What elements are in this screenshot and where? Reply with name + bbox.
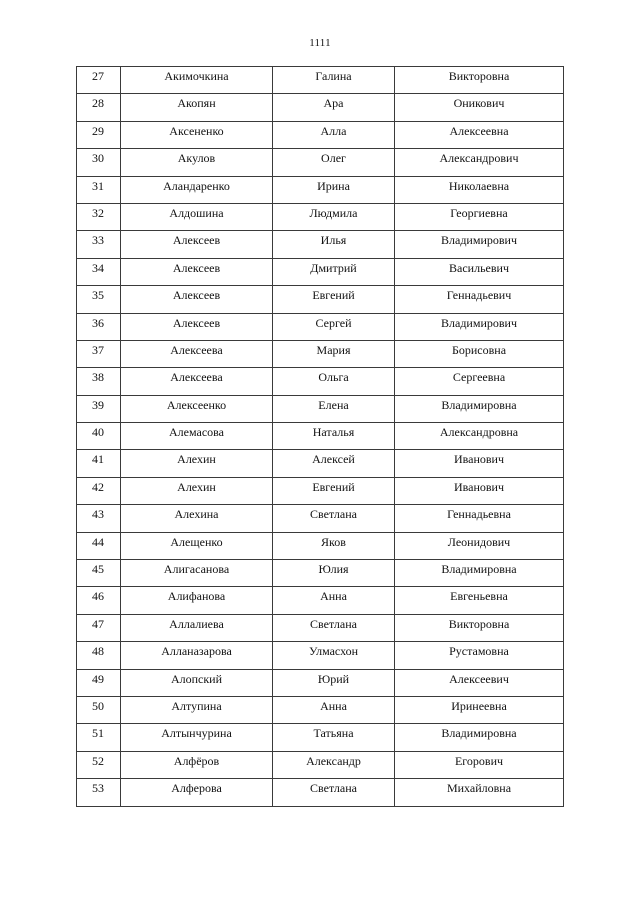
first-name-cell-text: Елена: [318, 397, 349, 412]
patronymic-cell-text: Иванович: [453, 452, 505, 467]
row-number-cell: [77, 751, 121, 778]
row-number-cell: [77, 696, 121, 723]
last-name-cell: [121, 203, 273, 230]
row-number-cell-text: 45: [92, 562, 104, 577]
patronymic-cell-text: Владимировна: [441, 397, 517, 412]
patronymic-cell: [395, 751, 564, 778]
table-row: [77, 368, 564, 395]
row-number-cell-text: 40: [92, 425, 104, 440]
patronymic-cell: [395, 67, 564, 94]
row-number-cell-text: 30: [92, 151, 104, 166]
last-name-cell: [121, 477, 273, 504]
patronymic-cell-text: Алексеевич: [449, 671, 509, 686]
patronymic-cell-text: Борисовна: [451, 342, 507, 357]
last-name-cell-text: Аксененко: [169, 123, 224, 138]
first-name-cell: [273, 395, 395, 422]
row-number-cell-text: 28: [92, 96, 104, 111]
table-row: [77, 176, 564, 203]
first-name-cell-text: Сергей: [315, 315, 352, 330]
first-name-cell: [273, 258, 395, 285]
first-name-cell-text: Светлана: [310, 781, 357, 796]
last-name-cell: [121, 258, 273, 285]
first-name-cell-text: Ирина: [317, 178, 350, 193]
patronymic-cell: [395, 669, 564, 696]
first-name-cell-text: Светлана: [310, 507, 357, 522]
roster-table-body: [77, 67, 564, 807]
last-name-cell: [121, 176, 273, 203]
first-name-cell: [273, 696, 395, 723]
last-name-cell: [121, 231, 273, 258]
patronymic-cell: [395, 779, 564, 806]
table-row: [77, 642, 564, 669]
last-name-cell: [121, 614, 273, 641]
first-name-cell-text: Евгений: [312, 479, 355, 494]
row-number-cell: [77, 642, 121, 669]
patronymic-cell-text: Геннадьевич: [446, 288, 512, 303]
first-name-cell-text: Яков: [321, 534, 346, 549]
patronymic-cell-text: Егорович: [454, 753, 504, 768]
first-name-cell-text: Улмасхон: [308, 644, 359, 659]
last-name-cell-text: Алфёров: [173, 753, 220, 768]
table-row: [77, 779, 564, 806]
row-number-cell: [77, 724, 121, 751]
first-name-cell-text: Алла: [320, 123, 347, 138]
table-row: [77, 532, 564, 559]
table-row: [77, 696, 564, 723]
table-row: [77, 751, 564, 778]
last-name-cell-text: Алигасанова: [163, 562, 230, 577]
last-name-cell-text: Алексеев: [172, 288, 221, 303]
row-number-cell-text: 37: [92, 342, 104, 357]
last-name-cell-text: Алдошина: [169, 205, 224, 220]
patronymic-cell: [395, 477, 564, 504]
patronymic-cell: [395, 368, 564, 395]
first-name-cell-text: Наталья: [312, 425, 355, 440]
last-name-cell-text: Алексеев: [172, 233, 221, 248]
patronymic-cell: [395, 395, 564, 422]
patronymic-cell-text: Георгиевна: [450, 205, 508, 220]
last-name-cell-text: Алифанова: [167, 589, 226, 604]
patronymic-cell-text: Оникович: [453, 96, 505, 111]
first-name-cell-text: Ольга: [318, 370, 349, 385]
table-row: [77, 560, 564, 587]
first-name-cell: [273, 751, 395, 778]
row-number-cell-text: 35: [92, 288, 104, 303]
table-row: [77, 505, 564, 532]
table-row: [77, 477, 564, 504]
patronymic-cell-text: Евгеньевна: [450, 589, 508, 604]
first-name-cell: [273, 560, 395, 587]
table-row: [77, 423, 564, 450]
patronymic-cell: [395, 231, 564, 258]
patronymic-cell-text: Викторовна: [448, 69, 510, 83]
last-name-cell: [121, 121, 273, 148]
last-name-cell-text: Аллалиева: [169, 616, 224, 631]
last-name-cell-text: Алопский: [170, 671, 223, 686]
last-name-cell-text: Алемасова: [169, 425, 224, 440]
row-number-cell: [77, 94, 121, 121]
row-number-cell-text: 31: [92, 178, 104, 193]
table-row: [77, 450, 564, 477]
table-row: [77, 395, 564, 422]
first-name-cell: [273, 176, 395, 203]
table-row: [77, 669, 564, 696]
first-name-cell: [273, 532, 395, 559]
patronymic-cell: [395, 587, 564, 614]
patronymic-cell: [395, 203, 564, 230]
first-name-cell: [273, 313, 395, 340]
page-number: 1111: [309, 37, 331, 49]
roster-table: [76, 66, 564, 807]
patronymic-cell: [395, 176, 564, 203]
patronymic-cell-text: Сергеевна: [452, 370, 506, 385]
first-name-cell: [273, 340, 395, 367]
first-name-cell-text: Людмила: [309, 205, 358, 220]
first-name-cell: [273, 149, 395, 176]
row-number-cell-text: 50: [92, 698, 104, 713]
table-row: [77, 313, 564, 340]
last-name-cell: [121, 67, 273, 94]
patronymic-cell-text: Иванович: [453, 479, 505, 494]
patronymic-cell: [395, 94, 564, 121]
last-name-cell-text: Акопян: [177, 96, 216, 111]
row-number-cell: [77, 67, 121, 94]
patronymic-cell-text: Васильевич: [449, 260, 509, 275]
first-name-cell-text: Александр: [306, 753, 361, 768]
table-row: [77, 203, 564, 230]
patronymic-cell: [395, 313, 564, 340]
patronymic-cell-text: Владимирович: [441, 315, 517, 330]
row-number-cell-text: 41: [92, 452, 104, 467]
patronymic-cell-text: Михайловна: [446, 781, 512, 796]
last-name-cell-text: Акимочкина: [164, 69, 229, 83]
row-number-cell-text: 46: [92, 589, 104, 604]
first-name-cell-text: Анна: [320, 589, 347, 604]
row-number-cell: [77, 149, 121, 176]
first-name-cell-text: Олег: [321, 151, 346, 166]
first-name-cell: [273, 94, 395, 121]
table-row: [77, 67, 564, 94]
row-number-cell: [77, 286, 121, 313]
patronymic-cell-text: Леонидович: [447, 534, 511, 549]
last-name-cell: [121, 587, 273, 614]
row-number-cell-text: 32: [92, 205, 104, 220]
row-number-cell: [77, 669, 121, 696]
patronymic-cell-text: Николаевна: [448, 178, 510, 193]
last-name-cell-text: Алехин: [177, 479, 216, 494]
row-number-cell-text: 44: [92, 534, 104, 549]
row-number-cell-text: 39: [92, 397, 104, 412]
patronymic-cell: [395, 642, 564, 669]
last-name-cell: [121, 696, 273, 723]
patronymic-cell: [395, 614, 564, 641]
last-name-cell: [121, 313, 273, 340]
last-name-cell: [121, 751, 273, 778]
table-row: [77, 94, 564, 121]
last-name-cell: [121, 423, 273, 450]
patronymic-cell: [395, 149, 564, 176]
patronymic-cell-text: Александровна: [439, 425, 519, 440]
row-number-cell: [77, 532, 121, 559]
patronymic-cell: [395, 696, 564, 723]
last-name-cell: [121, 94, 273, 121]
first-name-cell: [273, 779, 395, 806]
row-number-cell: [77, 313, 121, 340]
table-row: [77, 121, 564, 148]
patronymic-cell: [395, 560, 564, 587]
patronymic-cell-text: Владимировна: [441, 726, 517, 741]
row-number-cell-text: 53: [92, 781, 104, 796]
last-name-cell: [121, 286, 273, 313]
row-number-cell-text: 51: [92, 726, 104, 741]
last-name-cell-text: Алексеева: [170, 342, 223, 357]
first-name-cell-text: Анна: [320, 698, 347, 713]
row-number-cell-text: 34: [92, 260, 104, 275]
first-name-cell: [273, 450, 395, 477]
first-name-cell-text: Дмитрий: [310, 260, 357, 275]
row-number-cell-text: 29: [92, 123, 104, 138]
row-number-cell-text: 48: [92, 644, 104, 659]
last-name-cell: [121, 642, 273, 669]
first-name-cell: [273, 286, 395, 313]
first-name-cell-text: Ара: [323, 96, 344, 111]
last-name-cell-text: Алексеев: [172, 260, 221, 275]
table-row: [77, 149, 564, 176]
last-name-cell: [121, 669, 273, 696]
first-name-cell-text: Евгений: [312, 288, 355, 303]
last-name-cell-text: Акулов: [177, 151, 216, 166]
last-name-cell: [121, 395, 273, 422]
first-name-cell: [273, 505, 395, 532]
patronymic-cell: [395, 423, 564, 450]
last-name-cell: [121, 724, 273, 751]
row-number-cell: [77, 505, 121, 532]
last-name-cell: [121, 779, 273, 806]
row-number-cell-text: 38: [92, 370, 104, 385]
patronymic-cell: [395, 532, 564, 559]
first-name-cell-text: Илья: [320, 233, 347, 248]
row-number-cell-text: 27: [92, 69, 104, 83]
patronymic-cell: [395, 450, 564, 477]
last-name-cell-text: Алексеев: [172, 315, 221, 330]
patronymic-cell-text: Владимировна: [441, 562, 517, 577]
patronymic-cell: [395, 258, 564, 285]
last-name-cell: [121, 340, 273, 367]
table-row: [77, 724, 564, 751]
patronymic-cell-text: Викторовна: [448, 616, 510, 631]
first-name-cell: [273, 642, 395, 669]
row-number-cell-text: 36: [92, 315, 104, 330]
row-number-cell: [77, 340, 121, 367]
last-name-cell-text: Алещенко: [170, 534, 223, 549]
patronymic-cell-text: Геннадьевна: [447, 507, 511, 522]
first-name-cell: [273, 724, 395, 751]
first-name-cell: [273, 203, 395, 230]
last-name-cell-text: Алтынчурина: [161, 726, 232, 741]
row-number-cell: [77, 477, 121, 504]
first-name-cell-text: Алексей: [312, 452, 355, 467]
patronymic-cell: [395, 121, 564, 148]
row-number-cell: [77, 231, 121, 258]
first-name-cell-text: Светлана: [310, 616, 357, 631]
table-row: [77, 231, 564, 258]
row-number-cell-text: 43: [92, 507, 104, 522]
row-number-cell: [77, 258, 121, 285]
first-name-cell: [273, 368, 395, 395]
first-name-cell: [273, 614, 395, 641]
patronymic-cell: [395, 340, 564, 367]
last-name-cell: [121, 560, 273, 587]
last-name-cell-text: Алехин: [177, 452, 216, 467]
last-name-cell: [121, 505, 273, 532]
first-name-cell-text: Юлия: [318, 562, 349, 577]
first-name-cell-text: Юрий: [317, 671, 350, 686]
row-number-cell: [77, 395, 121, 422]
row-number-cell: [77, 176, 121, 203]
table-row: [77, 614, 564, 641]
row-number-cell: [77, 450, 121, 477]
table-row: [77, 286, 564, 313]
row-number-cell: [77, 587, 121, 614]
row-number-cell: [77, 560, 121, 587]
row-number-cell-text: 42: [92, 479, 104, 494]
table-row: [77, 340, 564, 367]
first-name-cell: [273, 587, 395, 614]
last-name-cell: [121, 149, 273, 176]
last-name-cell: [121, 450, 273, 477]
table-row: [77, 587, 564, 614]
first-name-cell: [273, 231, 395, 258]
row-number-cell: [77, 423, 121, 450]
last-name-cell-text: Алтупина: [171, 698, 222, 713]
last-name-cell-text: Аландаренко: [163, 178, 230, 193]
row-number-cell: [77, 203, 121, 230]
last-name-cell-text: Алферова: [171, 781, 222, 796]
last-name-cell: [121, 532, 273, 559]
last-name-cell-text: Алексеева: [170, 370, 223, 385]
row-number-cell: [77, 779, 121, 806]
first-name-cell-text: Галина: [315, 69, 352, 83]
patronymic-cell-text: Александрович: [439, 151, 519, 166]
patronymic-cell-text: Рустамовна: [449, 644, 509, 659]
first-name-cell-text: Мария: [316, 342, 351, 357]
last-name-cell-text: Алланазарова: [161, 644, 232, 659]
row-number-cell-text: 52: [92, 753, 104, 768]
patronymic-cell: [395, 286, 564, 313]
last-name-cell: [121, 368, 273, 395]
last-name-cell-text: Алексеенко: [166, 397, 227, 412]
table-row: [77, 258, 564, 285]
row-number-cell-text: 49: [92, 671, 104, 686]
row-number-cell-text: 47: [92, 616, 104, 631]
patronymic-cell: [395, 505, 564, 532]
patronymic-cell: [395, 724, 564, 751]
patronymic-cell-text: Владимирович: [441, 233, 517, 248]
row-number-cell: [77, 121, 121, 148]
patronymic-cell-text: Иринеевна: [451, 698, 507, 713]
last-name-cell-text: Алехина: [174, 507, 219, 522]
first-name-cell: [273, 423, 395, 450]
first-name-cell: [273, 477, 395, 504]
row-number-cell: [77, 368, 121, 395]
patronymic-cell-text: Алексеевна: [449, 123, 509, 138]
first-name-cell: [273, 669, 395, 696]
row-number-cell: [77, 614, 121, 641]
first-name-cell: [273, 67, 395, 94]
row-number-cell-text: 33: [92, 233, 104, 248]
first-name-cell: [273, 121, 395, 148]
first-name-cell-text: Татьяна: [313, 726, 354, 741]
